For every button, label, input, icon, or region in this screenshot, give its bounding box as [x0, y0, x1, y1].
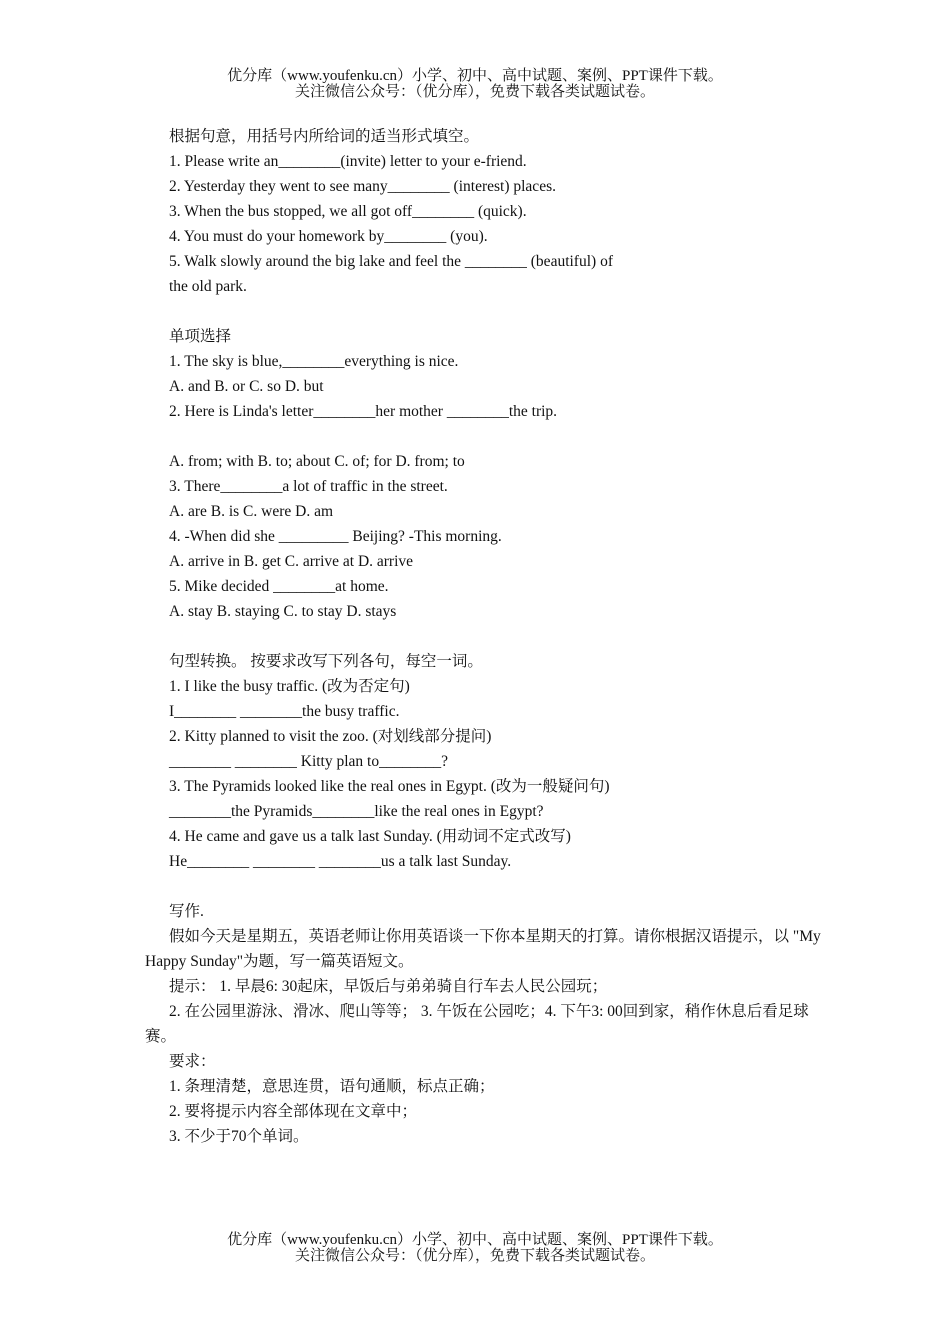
- answer-line: ________the Pyramids________like the real ones in Egypt?: [169, 803, 544, 820]
- footer-line-1: 优分库（www.youfenku.cn）小学、初中、高中试题、案例、PPT课件下载。: [227, 1232, 723, 1248]
- spacer: [145, 874, 825, 899]
- page-footer: [0, 1232, 950, 1264]
- question-line: 3. When the bus stopped, we all got off________ (quick).: [169, 203, 527, 220]
- question-line: 5. Walk slowly around the big lake and feel the ________ (beautiful) of: [169, 253, 613, 270]
- page-header: [0, 68, 950, 100]
- answer-line: ________ ________ Kitty plan to________?: [169, 753, 448, 770]
- options-line: A. arrive in B. get C. arrive at D. arrive: [169, 553, 414, 570]
- requirements-title: 要求：: [169, 1053, 216, 1070]
- question-line: 1. I like the busy traffic. (改为否定句): [169, 678, 410, 695]
- spacer: [145, 299, 825, 324]
- question-line: 2. Here is Linda's letter________her mother ________the trip.: [169, 403, 558, 420]
- header-line-1: 优分库（www.youfenku.cn）小学、初中、高中试题、案例、PPT课件下载。: [227, 68, 723, 84]
- question-line: 4. -When did she _________ Beijing? -This morning.: [169, 528, 502, 545]
- question-line: 2. Yesterday they went to see many________ (interest) places.: [169, 178, 556, 195]
- spacer: [145, 424, 825, 449]
- question-line: 3. There________a lot of traffic in the street.: [169, 478, 448, 495]
- header-line-2: 关注微信公众号：（优分库），免费下载各类试题试卷。: [294, 84, 655, 100]
- options-line: A. stay B. staying C. to stay D. stays: [169, 603, 397, 620]
- section-title-multiple-choice: 单项选择: [169, 328, 232, 345]
- section-title-fill-in: 根据句意，用括号内所给词的适当形式填空。: [169, 128, 480, 145]
- question-line: 4. You must do your homework by________ (you).: [169, 228, 488, 245]
- requirement-item: 3. 不少于70个单词。: [169, 1128, 309, 1145]
- options-line: A. from; with B. to; about C. of; for D. from; to: [169, 453, 465, 470]
- document-body: [145, 124, 825, 1149]
- writing-hint-1: 提示： 1. 早晨6: 30起床，早饭后与弟弟骑自行车去人民公园玩；: [169, 978, 608, 995]
- options-line: A. and B. or C. so D. but: [169, 378, 324, 395]
- question-line: 1. Please write an________(invite) letter to your e-friend.: [169, 153, 527, 170]
- question-line: 1. The sky is blue,________everything is nice.: [169, 353, 459, 370]
- answer-line: I________ ________the busy traffic.: [169, 703, 400, 720]
- requirement-item: 1. 条理清楚，意思连贯，语句通顺，标点正确；: [169, 1078, 495, 1095]
- section-title-writing: 写作.: [169, 903, 204, 920]
- question-line: 4. He came and gave us a talk last Sunday. (用动词不定式改写): [169, 828, 571, 845]
- question-line: 3. The Pyramids looked like the real ones in Egypt. (改为一般疑问句): [169, 778, 610, 795]
- footer-line-2: 关注微信公众号：（优分库），免费下载各类试题试卷。: [294, 1248, 655, 1264]
- question-line: 2. Kitty planned to visit the zoo. (对划线部分提问): [169, 728, 492, 745]
- section-title-sentence-transform: 句型转换。 按要求改写下列各句，每空一词。: [169, 653, 483, 670]
- answer-line: He________ ________ ________us a talk last Sunday.: [169, 853, 512, 870]
- spacer: [145, 624, 825, 649]
- requirement-item: 2. 要将提示内容全部体现在文章中；: [169, 1103, 418, 1120]
- question-line: the old park.: [169, 278, 247, 295]
- writing-hint-2: 2. 在公园里游泳、滑冰、爬山等等； 3. 午饭在公园吃；4. 下午3: 00回到家，稍作休息后看足球赛。: [145, 1003, 809, 1045]
- writing-prompt: 假如今天是星期五，英语老师让你用英语谈一下你本星期天的打算。请你根据汉语提示，以 "My Happy Sunday"为题，写一篇英语短文。: [145, 928, 821, 970]
- options-line: A. are B. is C. were D. am: [169, 503, 333, 520]
- question-line: 5. Mike decided ________at home.: [169, 578, 389, 595]
